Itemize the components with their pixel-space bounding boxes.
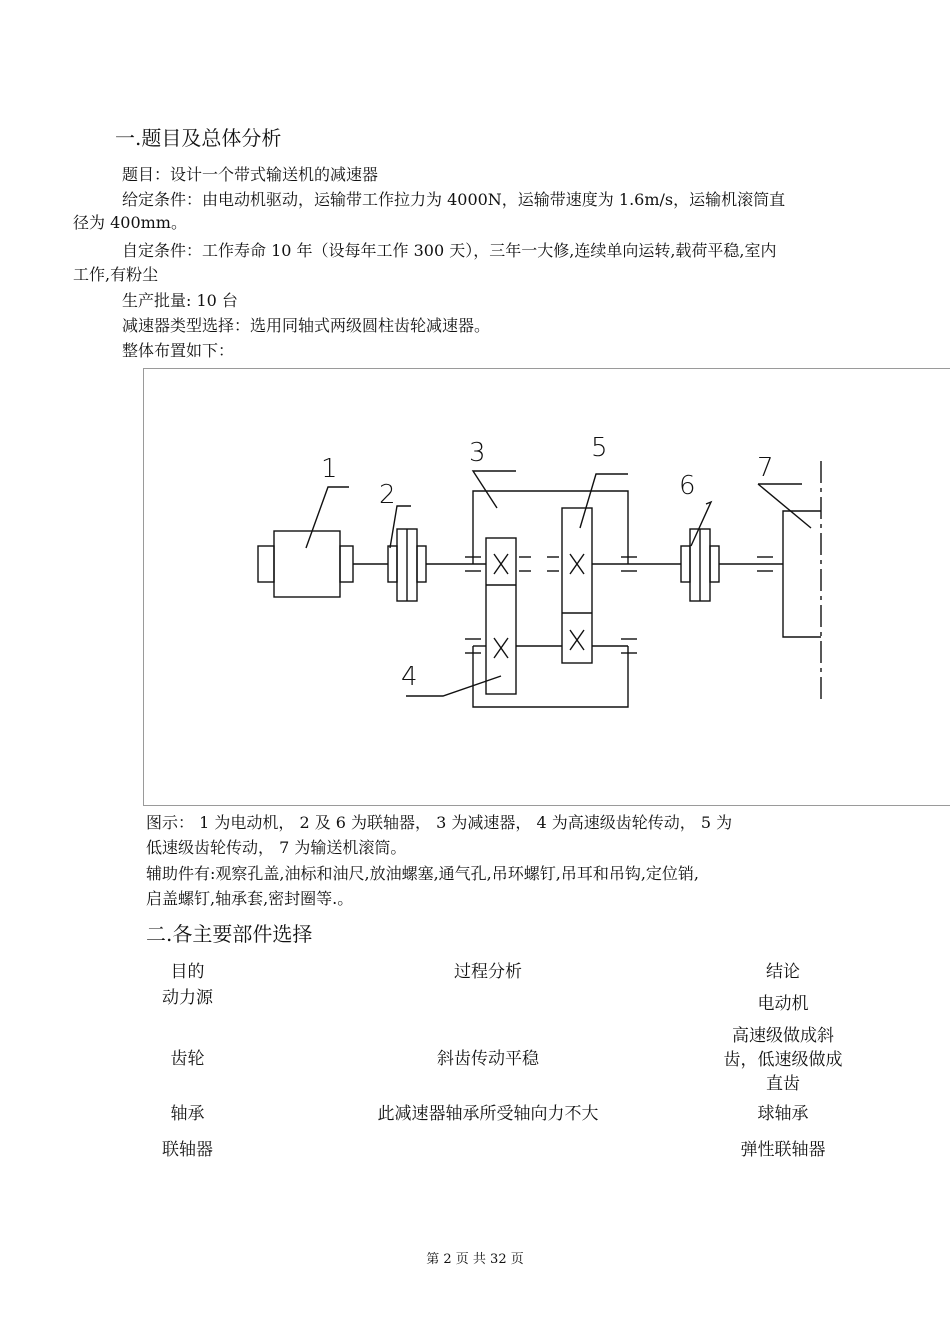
self-conditions-line2: 工作,有粉尘 (73, 265, 159, 284)
motor-right-cap (340, 546, 353, 582)
motor-body (274, 531, 340, 597)
aux-parts-line1: 辅助件有:观察孔盖,油标和油尺,放油螺塞,通气孔,吊环螺钉,吊耳和吊钩,定位销, (146, 864, 699, 883)
table-row-4-conclusion: 弹性联轴器 (740, 1140, 826, 1160)
aux-parts-line2: 启盖螺钉,轴承套,密封圈等.。 (146, 889, 354, 908)
conveyor-drum (783, 511, 821, 637)
figure-caption-line1: 图示： 1 为电动机， 2 及 6 为联轴器， 3 为减速器， 4 为高速级齿轮传动， 5 为 (146, 813, 733, 832)
batch-line: 生产批量: 10 台 (122, 291, 238, 310)
reducer-type-line: 减速器类型选择：选用同轴式两级圆柱齿轮减速器。 (122, 316, 491, 335)
given-conditions-line1: 给定条件：由电动机驱动，运输带工作拉力为 4000N，运输带速度为 1.6m/s，运输机滚筒直 (122, 190, 786, 209)
table-row-4-purpose: 联轴器 (162, 1140, 213, 1160)
table-header-conclusion: 结论 (766, 962, 800, 982)
transmission-diagram-svg (144, 369, 950, 805)
diagram-label-2: 2 (379, 480, 396, 510)
table-row-3-analysis: 此减速器轴承所受轴向力不大 (377, 1104, 599, 1124)
table-row-1-conclusion: 电动机 (757, 994, 809, 1014)
table-row-2-analysis: 斜齿传动平稳 (437, 1049, 539, 1069)
table-row-2-conclusion-line3: 直齿 (766, 1074, 800, 1094)
table-row-3-purpose: 轴承 (170, 1104, 205, 1124)
section2-heading: 二.各主要部件选择 (146, 922, 313, 946)
topic-line: 题目：设计一个带式输送机的减速器 (122, 165, 379, 184)
page-number: 第 2 页 共 32 页 (426, 1252, 524, 1267)
table-row-3-conclusion: 球轴承 (757, 1104, 809, 1124)
table-row-2-conclusion-line2: 齿，低速级做成 (723, 1050, 843, 1070)
reducer-housing-top (473, 491, 628, 564)
diagram-label-6: 6 (679, 471, 696, 501)
table-header-purpose: 目的 (170, 962, 205, 982)
diagram-label-7: 7 (757, 453, 774, 483)
transmission-diagram (143, 368, 950, 806)
layout-intro-line: 整体布置如下： (122, 341, 235, 360)
figure-caption-line2: 低速级齿轮传动， 7 为输送机滚筒。 (146, 838, 407, 857)
table-row-2-conclusion-line1: 高速级做成斜 (732, 1026, 834, 1046)
table-row-2-purpose: 齿轮 (170, 1049, 205, 1069)
table-row-1-purpose: 动力源 (162, 988, 213, 1008)
given-conditions-line2: 径为 400mm。 (73, 213, 187, 232)
gear-pair-4 (486, 538, 516, 694)
motor-left-cap (258, 546, 274, 582)
diagram-label-3: 3 (469, 438, 486, 468)
table-header-analysis: 过程分析 (454, 962, 522, 982)
diagram-label-5: 5 (591, 433, 608, 463)
section1-heading: 一.题目及总体分析 (115, 126, 282, 150)
self-conditions-line1: 自定条件：工作寿命 10 年（设每年工作 300 天），三年一大修,连续单向运转,载荷平稳,室内 (122, 241, 777, 260)
diagram-label-4: 4 (401, 662, 418, 692)
diagram-label-1: 1 (321, 454, 338, 484)
